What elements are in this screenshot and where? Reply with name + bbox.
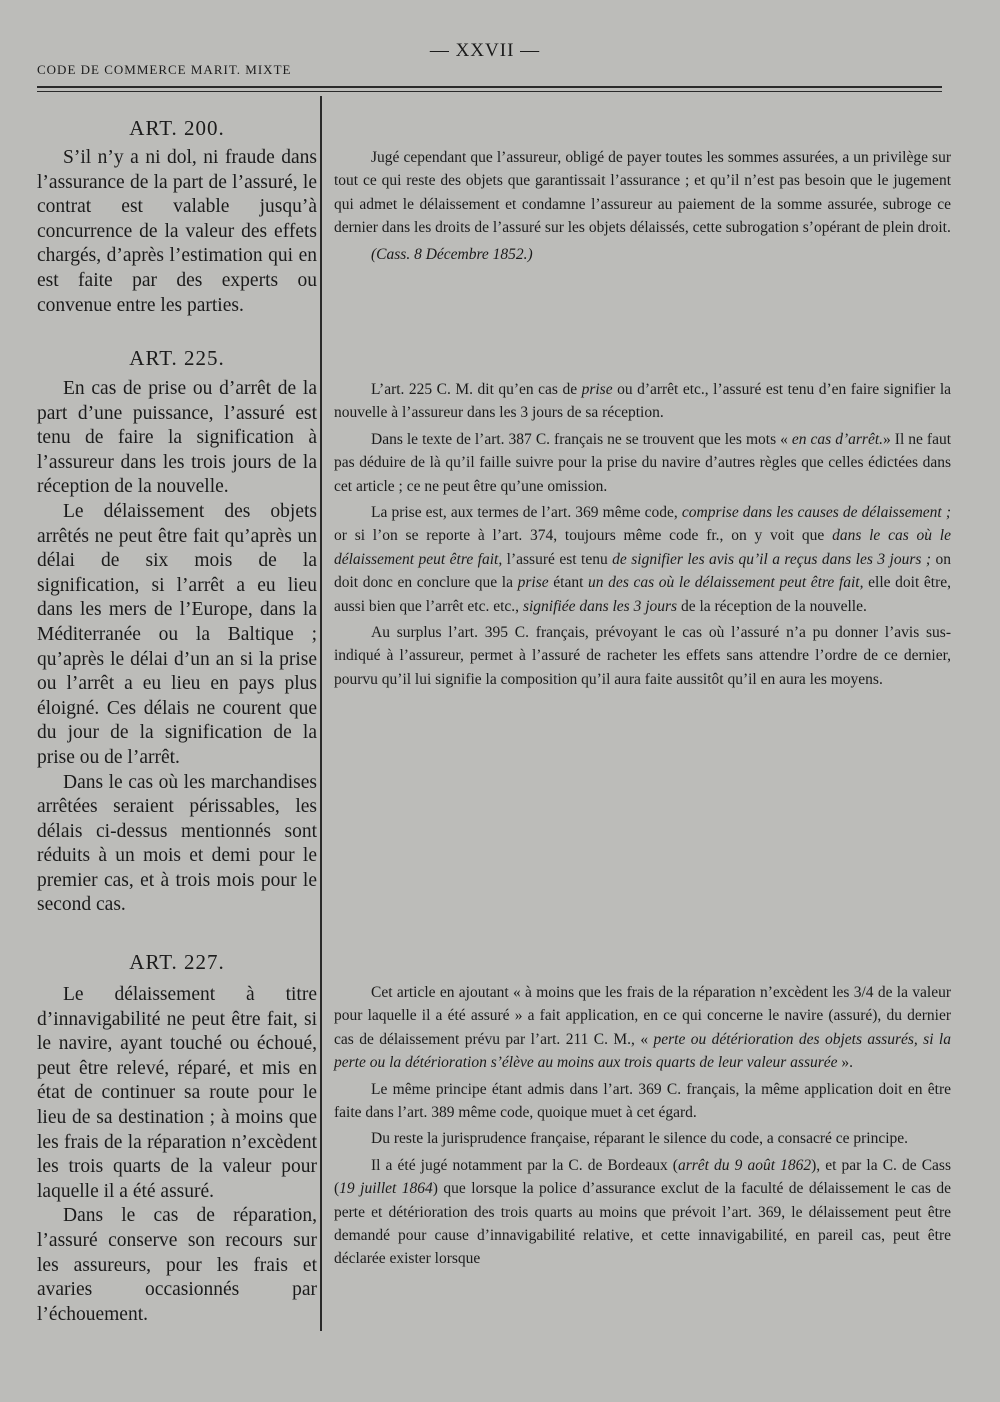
article-text	[37, 377, 317, 918]
article-title: ART. 200.	[129, 116, 225, 140]
commentary-paragraph: Le même principe étant admis dans l’art. 369 C. français, la même application doit en être faite dans l’art. 389 même code, quoique muet à cet égard.	[334, 1080, 951, 1122]
article-title: ART. 227.	[129, 950, 225, 974]
commentary	[334, 378, 951, 694]
article-title: ART. 225.	[129, 346, 225, 370]
running-header: CODE DE COMMERCE MARIT. MIXTE	[37, 62, 292, 77]
article-paragraph: S’il n’y a ni dol, ni fraude dans l’assurance de la part de l’assuré, le contrat est valable jusqu’à concurrence de la valeur des effets chargés, d’après l’estimation qui en est faite par des experts ou convenue entre les parties.	[37, 147, 317, 316]
article-text	[37, 146, 317, 318]
commentary-paragraph: Au surplus l’art. 395 C. français, prévoyant le cas où l’assuré n’a pu donner l’avis sus-indiqué à l’assureur, permet à l’assuré de racheter les effets sans attendre l’ordre de ce dernier, pourvu qu’il lui signifie la composition qu’il aura faite aussitôt qu’il en aura les moyens.	[334, 624, 951, 688]
header-rule-thin	[37, 91, 942, 92]
article-text	[37, 983, 317, 1327]
commentary-paragraph: Jugé cependant que l’assureur, obligé de payer toutes les sommes assurées, a un privilège sur tout ce qui reste des objets que garantissait l’assurance ; et qu’il n’est pas besoin que le jugement qui admet le délaissement et condamne l’assureur au paiement de la somme assurée, subroge ce dernier dans les droits de l’assuré sur les objets délaissés, cette subrogation s’opérant de plein droit.	[334, 149, 951, 237]
commentary-paragraph: La prise est, aux termes de l’art. 369 même code, comprise dans les causes de délaissement ; or si l’on se reporte à l’art. 374, toujours même code fr., on y voit que dans le cas où le délaissement peut être fait, l’assuré est tenu de signifier les avis qu’il a reçus dans les 3 jours ; on doit donc en conclure que la prise étant un des cas où le délaissement peut être fait, elle doit être, aussi bien que l’arrêt etc. etc., signifiée dans les 3 jours de la réception de la nouvelle.	[334, 504, 952, 615]
column-divider	[320, 96, 322, 1331]
commentary-paragraph: Il a été jugé notamment par la C. de Bordeaux (arrêt du 9 août 1862), et par la C. de Cass (19 juillet 1864) que lorsque la police d’assurance exclut de la faculté de délaissement le cas de perte et détérioration des trois quarts au moins que prévoit l’art. 369, le délaissement peut être demandé pour cause d’innavigabilité relative, et cette innavigabilité, en pareil cas, peut être déclarée exister lorsque	[334, 1156, 952, 1268]
article-paragraph: Le délaissement des objets arrêtés ne peut être fait qu’après un délai de six mois de la signification, si l’arrêt a eu lieu dans les mers de l’Europe, dans la Méditerranée ou la Baltique ; qu’après le délai d’un an si la prise ou l’arrêt a eu lieu en pays plus éloigné. Ces délais ne courent que du jour de la signification de la prise ou de l’arrêt.	[37, 500, 317, 768]
commentary-paragraph: Du reste la jurisprudence française, réparant le silence du code, a consacré ce principe.	[371, 1130, 909, 1148]
header-rule	[37, 86, 942, 88]
citation: (Cass. 8 Décembre 1852.)	[371, 245, 533, 263]
article-paragraph: En cas de prise ou d’arrêt de la part d’une puissance, l’assuré est tenu de faire la signification à l’assureur dans les trois jours de la réception de la nouvelle.	[37, 378, 317, 498]
article-paragraph: Dans le cas de réparation, l’assuré conserve son recours sur les assureurs, pour les frais et avaries occasionnés par l’échouement.	[37, 1205, 317, 1325]
page-number: — XXVII —	[429, 40, 541, 61]
commentary-paragraph: Dans le texte de l’art. 387 C. français ne se trouvent que les mots « en cas d’arrêt.» Il ne faut pas déduire de là qu’il faille suivre pour la prise du navire d’autres règles que celles édictées dans cet article ; ce ne peut être qu’une omission.	[334, 430, 952, 495]
article-paragraph: Le délaissement à titre d’innavigabilité ne peut être fait, si le navire, ayant touché ou échoué, peut être relevé, réparé, et mis en état de continuer sa route pour le lieu de sa destination ; à moins que les frais de la réparation n’excèdent les trois quarts de la valeur pour laquelle il a été assuré.	[37, 984, 317, 1202]
commentary	[334, 981, 951, 1274]
commentary-paragraph: L’art. 225 C. M. dit qu’en cas de prise ou d’arrêt etc., l’assuré est tenu d’en faire signifier la nouvelle à l’assureur dans les 3 jours de sa réception.	[334, 381, 952, 422]
article-paragraph: Dans le cas où les marchandises arrêtées seraient périssables, les délais ci-dessus mentionnés sont réduits à un mois et demi pour le premier cas, et à trois mois pour le second cas.	[37, 771, 317, 916]
commentary	[334, 146, 951, 266]
commentary-paragraph: Cet article en ajoutant « à moins que les frais de la réparation n’excèdent les 3/4 de la valeur pour laquelle il a été assuré » a fait application, en ce qui concerne le navire (assuré), du dernier cas de délaissement prévu par l’art. 211 C. M., « perte ou détérioration des objets assurés, si la perte ou la détérioration s’élève au moins aux trois quarts de leur valeur assurée ».	[334, 984, 951, 1072]
